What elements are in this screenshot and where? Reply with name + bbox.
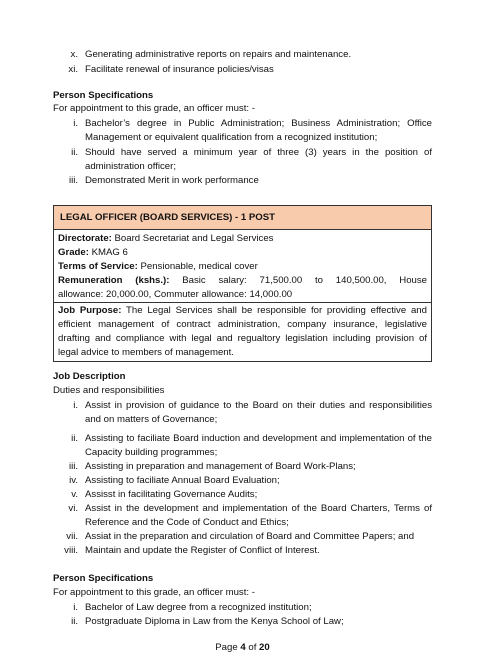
list-item	[56, 63, 432, 77]
page-number	[0, 642, 485, 653]
list-item	[56, 146, 432, 173]
list-item	[56, 474, 432, 488]
section-heading: Job Description	[53, 371, 126, 382]
list-item	[56, 399, 432, 426]
grade-row	[58, 246, 427, 260]
list-text: Should have served a minimum year of three (3) years in the position of administration officer;	[85, 147, 432, 172]
section-heading: Person Specifications	[53, 573, 154, 584]
job-post-box	[53, 205, 432, 362]
list-number: vi.	[68, 503, 78, 514]
list-item	[56, 117, 432, 144]
list-text: Demonstrated Merit in work performance	[85, 175, 259, 186]
section-intro: For appointment to this grade, an officer must: -	[53, 103, 255, 114]
directorate-value: Board Secretariat and Legal Services	[114, 233, 274, 244]
list-number: i.	[73, 400, 78, 411]
list-item	[56, 615, 432, 629]
page-total: 20	[259, 642, 270, 653]
list-number: iii.	[68, 461, 78, 472]
list-number: xi.	[68, 64, 78, 75]
list-item	[56, 601, 432, 615]
remuneration-label: Remuneration (kshs.):	[58, 275, 170, 286]
list-text: Assisting to faciliate Annual Board Evaluation;	[85, 475, 280, 486]
list-text: Generating administrative reports on repairs and maintenance.	[85, 49, 352, 60]
list-number: x.	[70, 49, 78, 60]
section-subheading: Duties and responsibilities	[53, 385, 165, 396]
list-number: v.	[71, 489, 78, 500]
list-item	[56, 502, 432, 529]
list-text: Assist in the development and implementation of the Board Charters, Terms of Reference and the Code of Conduct and Ethics;	[85, 503, 432, 528]
terms-label: Terms of Service:	[58, 261, 138, 272]
page-word: Page	[215, 642, 238, 653]
terms-value: Pensionable, medical cover	[140, 261, 258, 272]
remuneration-allowances: allowance: 20,000.00, Commuter allowance: 14,000.00	[58, 289, 293, 300]
list-number: i.	[73, 602, 78, 613]
list-text: Assisting to faciliate Board induction and development and implementation of the Capacity building programmes;	[85, 433, 432, 458]
post-details	[54, 230, 431, 302]
list-item	[56, 544, 432, 558]
remuneration-value: Basic salary: 71,500.00 to 140,500.00, House	[182, 275, 427, 286]
section-heading: Person Specifications	[53, 90, 154, 101]
list-item	[56, 48, 432, 62]
job-purpose	[54, 302, 431, 361]
list-text: Postgraduate Diploma in Law from the Kenya School of Law;	[85, 616, 344, 627]
list-text: Facilitate renewal of insurance policies/visas	[85, 64, 274, 75]
list-number: i.	[73, 118, 78, 129]
page-of: of	[248, 642, 257, 653]
list-number: ii.	[71, 433, 78, 444]
list-number: iv.	[69, 475, 78, 486]
grade-value: KMAG 6	[91, 247, 128, 258]
list-number: ii.	[71, 147, 78, 158]
terms-row	[58, 260, 427, 274]
list-item	[56, 174, 432, 188]
remuneration-row	[58, 274, 427, 288]
list-text: Bachelor’s degree in Public Administration; Business Administration; Office Management or equivalent qualification from a recognized institution;	[85, 118, 432, 143]
list-number: vii.	[66, 531, 78, 542]
directorate-label: Directorate:	[58, 233, 112, 244]
list-text: Assisting in preparation and management of Board Work-Plans;	[85, 461, 356, 472]
job-purpose-text: The Legal Services shall be responsible for providing effective and efficient management of contract administration, company insurance, legislative drafting and compliance with legal and regualtory legislation including provision of legal advice to members of management.	[58, 305, 427, 358]
list-item	[56, 432, 432, 459]
list-text: Bachelor of Law degree from a recognized institution;	[85, 602, 312, 613]
directorate-row	[58, 232, 427, 246]
list-item	[56, 530, 432, 544]
section-intro: For appointment to this grade, an officer must: -	[53, 587, 255, 598]
job-purpose-label: Job Purpose:	[58, 305, 122, 316]
list-text: Assist in provision of guidance to the Board on their duties and responsibilities and on matters of Governance;	[85, 400, 432, 425]
list-number: iii.	[68, 175, 78, 186]
list-text: Assiat in the preparation and circulation of Board and Committee Papers; and	[85, 531, 415, 542]
grade-label: Grade:	[58, 247, 89, 258]
list-item	[56, 488, 432, 502]
list-item	[56, 460, 432, 474]
post-title: LEGAL OFFICER (BOARD SERVICES) - 1 POST	[54, 206, 431, 230]
list-text: Assisst in facilitating Governance Audits;	[85, 489, 258, 500]
list-number: ii.	[71, 616, 78, 627]
list-text: Maintain and update the Register of Conflict of Interest.	[85, 545, 320, 556]
page-current: 4	[240, 642, 246, 653]
list-number: viii.	[64, 545, 78, 556]
